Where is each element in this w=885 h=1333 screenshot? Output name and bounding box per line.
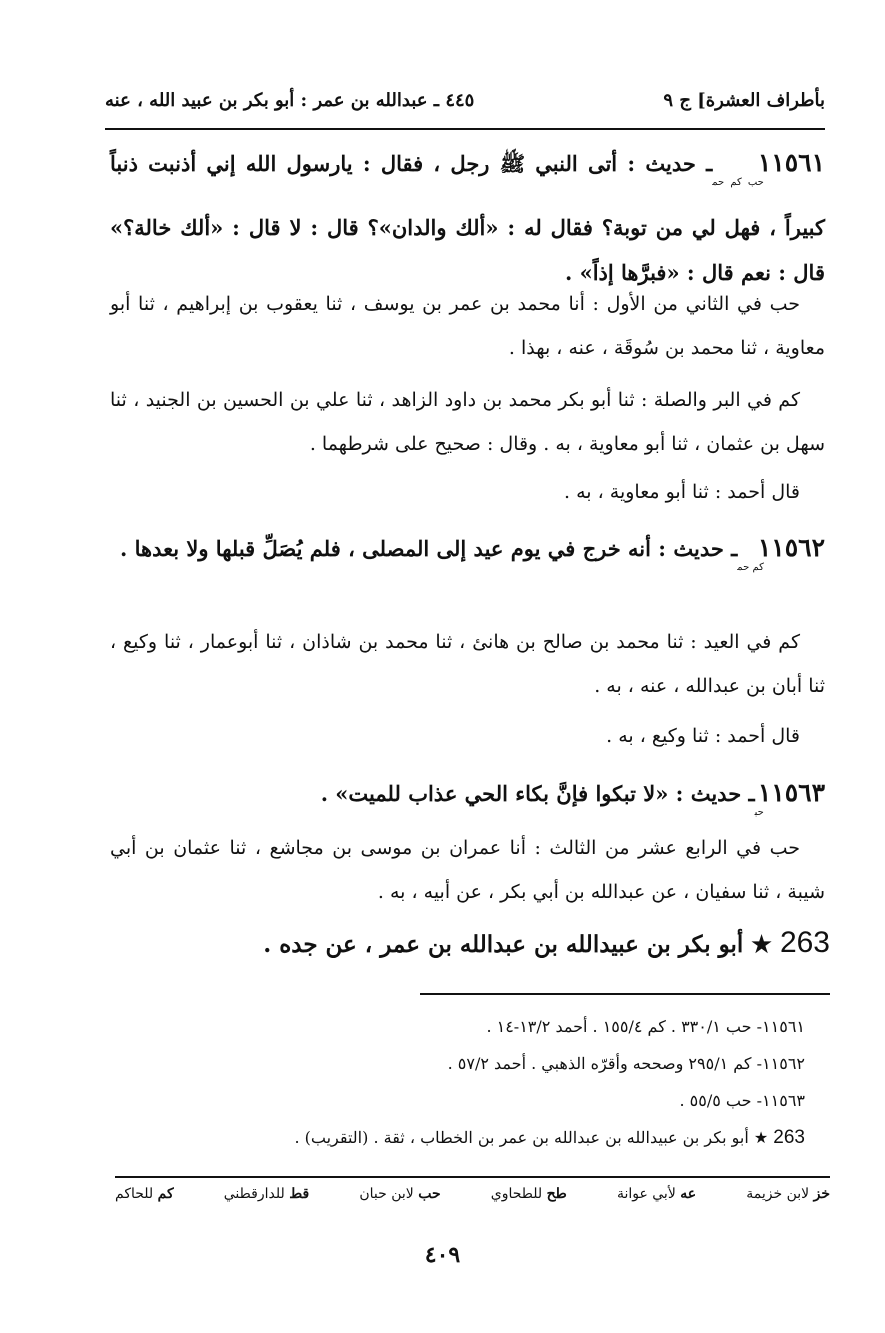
isnad-paragraph: كم في البر والصلة : ثنا أبو بكر محمد بن داود الزاهد ، ثنا علي بن الحسين بن الجنيد ، ثنا سهل بن عثمان ، ثنا أبو معاوية ، به . وقال : صحيح على شرطهما . — [110, 389, 825, 455]
hadith-sigla: حب كم حم — [712, 177, 764, 188]
footnote-rule — [420, 993, 830, 995]
page-number: ٤٠٩ — [424, 1242, 461, 1268]
star-icon: ★ — [751, 931, 772, 958]
isnad-paragraph: قال أحمد : ثنا وكيع ، به . — [606, 725, 800, 747]
star-icon: ★ — [753, 1128, 769, 1147]
header-rule — [105, 128, 825, 130]
abbreviation-legend — [115, 1186, 830, 1202]
tarjama-text: أبو بكر بن عبيدالله بن عبدالله بن عمر ، عن جده . — [263, 931, 744, 958]
footnote: ١١٥٦٢- كم ٢٩٥/١ وصححه وأقرّه الذهبي . أحمد ٥٧/٢ . — [447, 1054, 805, 1073]
running-header — [105, 82, 825, 118]
hadith-number: ١١٥٦١ — [757, 148, 825, 177]
hadith-number: ١١٥٦٣ — [757, 778, 825, 807]
header-volume: بأطراف العشرة] ج ٩ — [663, 89, 825, 111]
isnad-paragraph: حب في الثاني من الأول : أنا محمد بن عمر بن يوسف ، ثنا يعقوب بن إبراهيم ، ثنا أبو معاوية ، ثنا محمد بن سُوقَة ، عنه ، بهذا . — [110, 293, 825, 359]
legend-item: خز لابن خزيمة — [746, 1186, 830, 1202]
tarjama-number: 263 — [779, 926, 830, 959]
legend-item: حب لابن حبان — [359, 1186, 441, 1202]
hadith-11561 — [110, 140, 825, 295]
legend-item: عه لأبي عوانة — [616, 1186, 697, 1202]
hadith-sigla: حب — [754, 807, 764, 818]
tarjama-number: 263 — [773, 1127, 805, 1148]
legend-item: كم للحاكم — [115, 1186, 174, 1202]
isnad-paragraph: قال أحمد : ثنا أبو معاوية ، به . — [564, 481, 800, 503]
legend-item: قط للدارقطني — [223, 1186, 310, 1202]
footnote: ١١٥٦٣- حب ٥٥/٥ . — [679, 1091, 805, 1110]
header-section: ٤٤٥ ـ عبدالله بن عمر : أبو بكر بن عبيد الله ، عنه — [105, 89, 475, 111]
footnote-tarjama-text: أبو بكر بن عبيدالله بن عبدالله بن عمر بن الخطاب ، ثقة . (التقريب) . — [294, 1128, 749, 1147]
hadith-sigla: كم حم — [737, 562, 764, 573]
hadith-text: ـ حديث : أتى النبي ﷺ رجل ، فقال : يارسول الله إني أذنبت ذنباً كبيراً ، فهل لي من توبة؟ فقال له : «ألك والدان»؟ قال : لا قال : «ألك خالة؟» قال : نعم قال : «فبرَّها إذاً» . — [110, 151, 825, 285]
hadith-11562 — [110, 525, 825, 590]
tarjama-heading — [110, 918, 830, 970]
isnad-paragraph: حب في الرابع عشر من الثالث : أنا عمران بن موسى بن مجاشع ، ثنا عثمان بن أبي شيبة ، ثنا سفيان ، عن عبدالله بن أبي بكر ، عن أبيه ، به . — [110, 837, 825, 903]
legend-item: طح للطحاوي — [490, 1186, 567, 1202]
footnote-tarjama — [100, 1119, 805, 1156]
hadith-text: ـ حديث : أنه خرج في يوم عيد إلى المصلى ، فلم يُصَلِّ قبلها ولا بعدها . — [119, 536, 738, 561]
isnad-paragraph: كم في العيد : ثنا محمد بن صالح بن هانئ ، ثنا محمد بن شاذان ، ثنا أبوعمار ، ثنا وكيع ، ثنا أبان بن عبدالله ، عنه ، به . — [110, 631, 825, 697]
footnote: ١١٥٦١- حب ٣٣٠/١ . كم ١٥٥/٤ . أحمد ١٣/٢-١٤ . — [486, 1017, 805, 1036]
footnotes — [100, 1008, 805, 1156]
hadith-number: ١١٥٦٢ — [757, 533, 825, 562]
legend-rule — [115, 1176, 830, 1178]
hadith-text: ـ حديث : «لا تبكوا فإنَّ بكاء الحي عذاب للميت» . — [320, 781, 755, 806]
